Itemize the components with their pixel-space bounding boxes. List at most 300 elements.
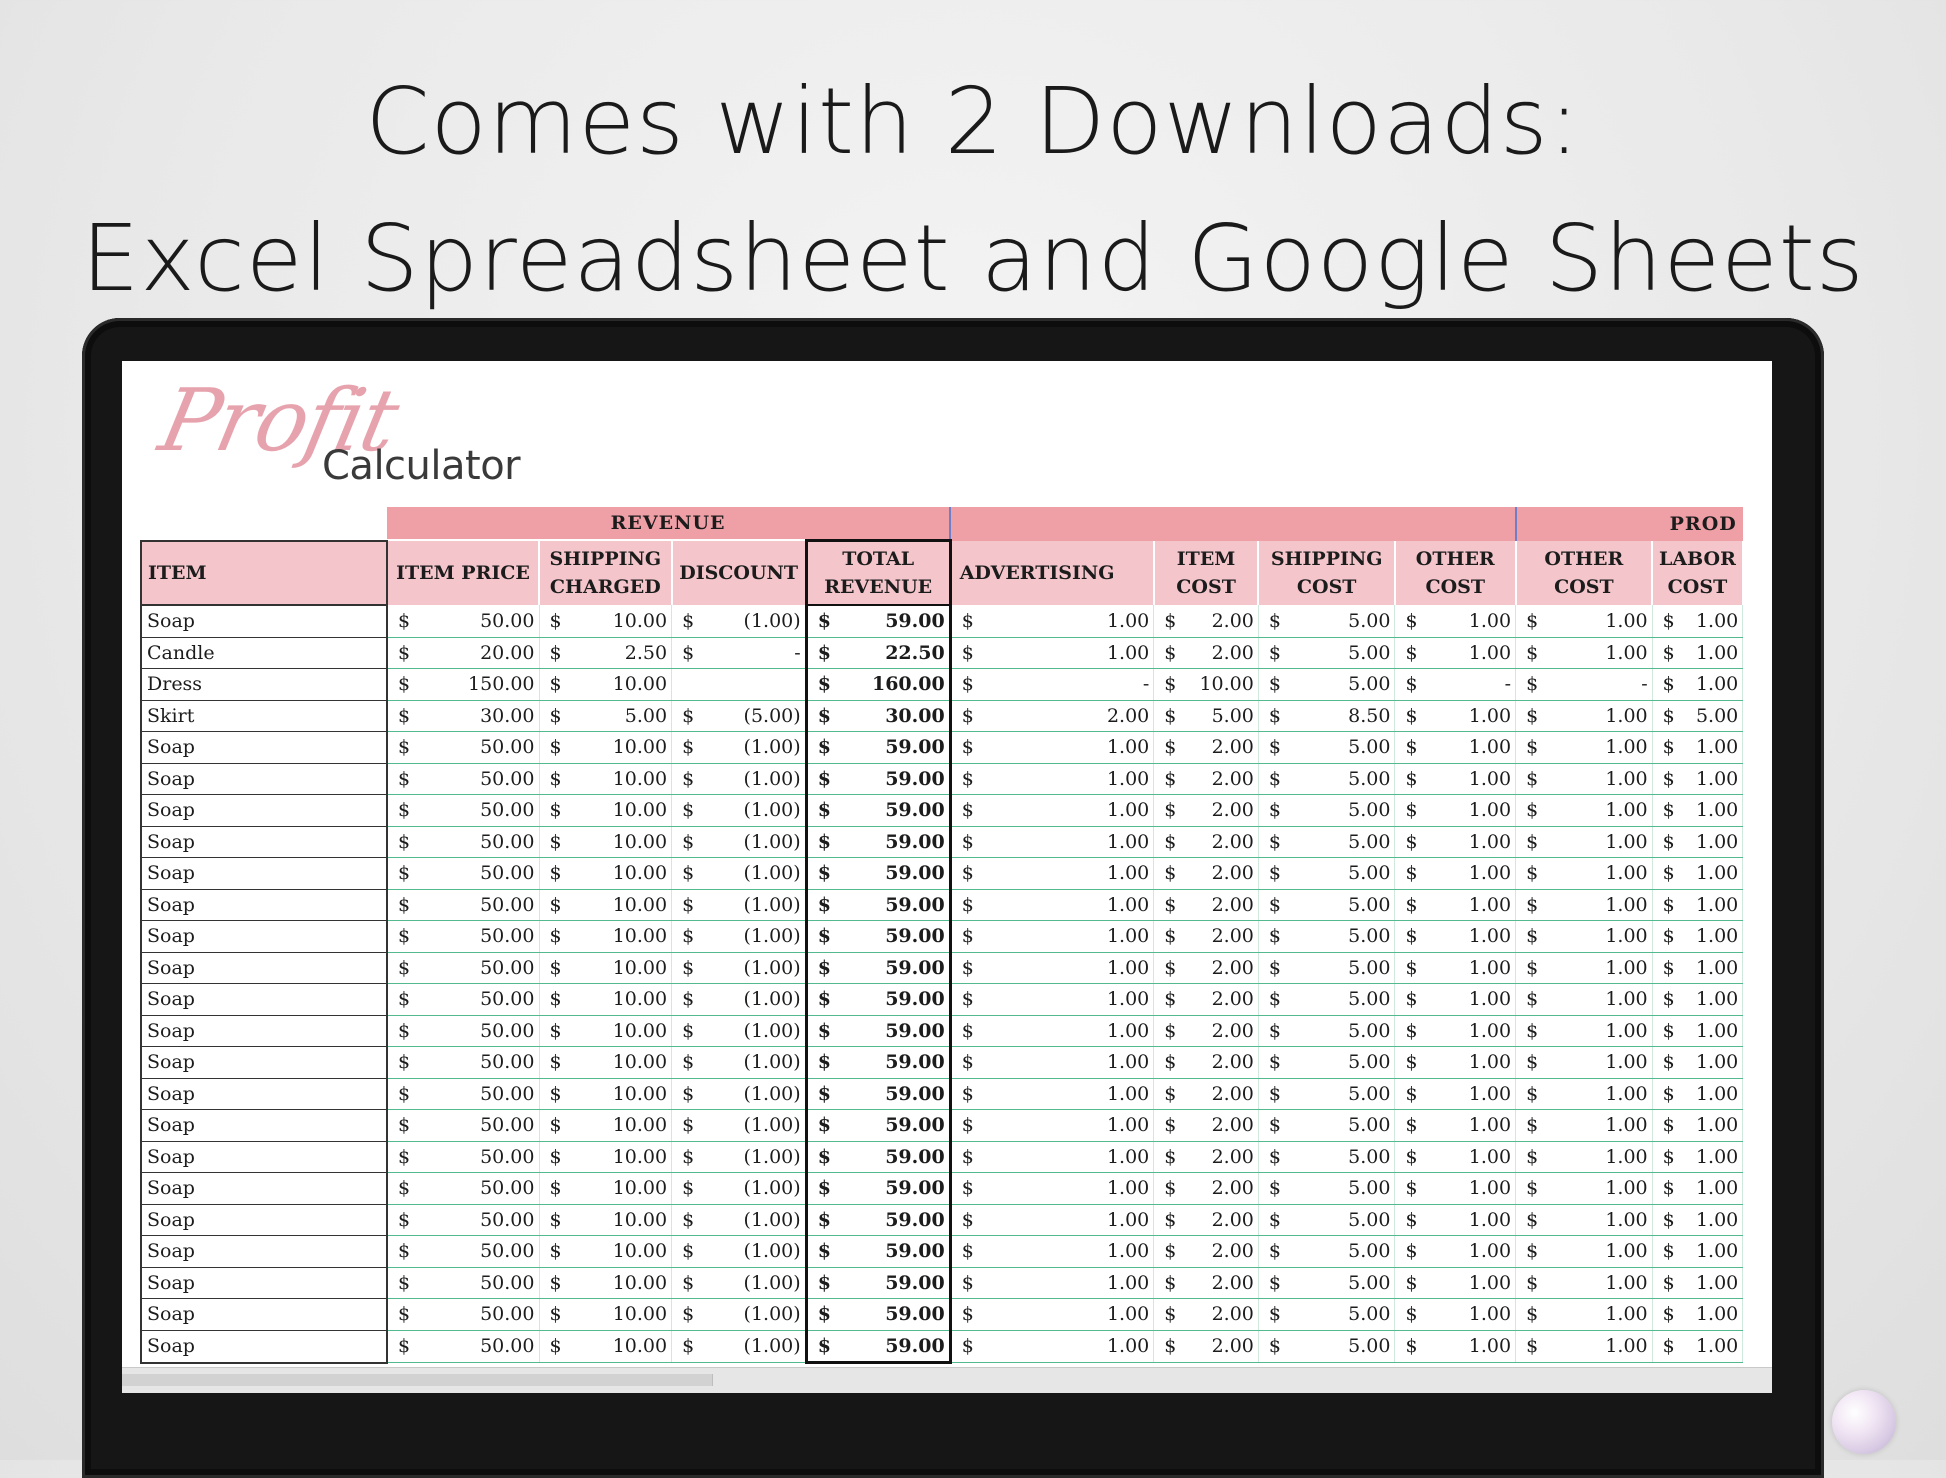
cell-item-price[interactable]: 50.00 [413,1110,539,1142]
cell-item[interactable]: Skirt [141,700,387,732]
cell-item[interactable]: Soap [141,1141,387,1173]
currency-symbol: $ [806,605,832,637]
cell-total-revenue[interactable]: 59.00 [832,1110,950,1142]
cell-total-revenue[interactable]: 59.00 [832,1047,950,1079]
cell-other-cost-2[interactable]: 1.00 [1538,1173,1652,1205]
cell-advertising[interactable]: 1.00 [974,732,1154,764]
currency-symbol: $ [1395,1047,1418,1079]
currency-symbol: $ [1395,1204,1418,1236]
col-advertising[interactable]: ADVERTISING [950,541,1154,606]
cell-other-cost-2[interactable]: 1.00 [1538,889,1652,921]
cell-other-cost-1[interactable]: 1.00 [1418,1078,1516,1110]
group-header-row [141,507,1743,541]
col-discount[interactable]: DISCOUNT [672,541,807,606]
cell-shipping-cost[interactable]: 5.00 [1281,1267,1395,1299]
cell-item-cost[interactable]: 2.00 [1176,1141,1258,1173]
cell-item-cost[interactable]: 2.00 [1176,921,1258,953]
cell-item-price[interactable]: 50.00 [413,605,539,637]
cell-other-cost-2[interactable]: 1.00 [1538,1047,1652,1079]
cell-other-cost-2[interactable]: 1.00 [1538,700,1652,732]
cell-shipping-charged[interactable]: 10.00 [562,763,672,795]
cell-advertising[interactable]: 1.00 [974,952,1154,984]
cell-shipping-cost[interactable]: 5.00 [1281,1173,1395,1205]
cell-item-cost[interactable]: 2.00 [1176,1299,1258,1331]
cell-shipping-charged[interactable]: 10.00 [562,1110,672,1142]
cell-item-price[interactable]: 50.00 [413,826,539,858]
cell-item-cost[interactable]: 10.00 [1176,669,1258,701]
cell-item[interactable]: Dress [141,669,387,701]
cell-other-cost-2[interactable]: 1.00 [1538,1299,1652,1331]
cell-discount[interactable]: (1.00) [694,826,806,858]
cell-advertising[interactable]: 2.00 [974,700,1154,732]
cell-total-revenue[interactable]: 59.00 [832,1330,950,1363]
cell-other-cost-2[interactable]: 1.00 [1538,637,1652,669]
cell-item-price[interactable]: 50.00 [413,1141,539,1173]
cell-other-cost-1[interactable]: 1.00 [1418,1110,1516,1142]
cell-item-price[interactable]: 30.00 [413,700,539,732]
cell-shipping-charged[interactable]: 10.00 [562,826,672,858]
cell-shipping-cost[interactable]: 5.00 [1281,605,1395,637]
cell-other-cost-1[interactable]: 1.00 [1418,1330,1516,1363]
cell-labor-cost[interactable]: 1.00 [1675,1173,1743,1205]
cell-item[interactable]: Soap [141,1173,387,1205]
table-row [141,858,1743,890]
cell-other-cost-2[interactable]: 1.00 [1538,952,1652,984]
cell-shipping-cost[interactable]: 5.00 [1281,1236,1395,1268]
cell-shipping-cost[interactable]: 5.00 [1281,1078,1395,1110]
cell-discount[interactable]: (1.00) [694,732,806,764]
cell-item-cost[interactable]: 2.00 [1176,889,1258,921]
cell-shipping-charged[interactable]: 10.00 [562,1236,672,1268]
cell-item[interactable]: Soap [141,952,387,984]
cell-item-cost[interactable]: 2.00 [1176,1078,1258,1110]
currency-symbol: $ [1154,1236,1177,1268]
currency-symbol: $ [1516,700,1539,732]
currency-symbol: $ [1652,669,1675,701]
cell-total-revenue[interactable]: 59.00 [832,795,950,827]
currency-symbol: $ [387,1078,413,1110]
cell-shipping-charged[interactable]: 10.00 [562,984,672,1016]
currency-symbol: $ [950,1015,974,1047]
cell-labor-cost[interactable]: 1.00 [1675,889,1743,921]
cell-item-price[interactable]: 50.00 [413,1267,539,1299]
cell-advertising[interactable]: 1.00 [974,1330,1154,1363]
col-item-price[interactable]: ITEM PRICE [387,541,539,606]
cell-item-cost[interactable]: 2.00 [1176,1110,1258,1142]
cell-discount[interactable]: (1.00) [694,1204,806,1236]
cell-item[interactable]: Soap [141,1047,387,1079]
currency-symbol: $ [387,795,413,827]
cell-item[interactable]: Soap [141,1236,387,1268]
cell-item-cost[interactable]: 2.00 [1176,732,1258,764]
cell-other-cost-1[interactable]: 1.00 [1418,700,1516,732]
cell-shipping-cost[interactable]: 5.00 [1281,763,1395,795]
cell-item[interactable]: Soap [141,1330,387,1363]
currency-symbol: $ [1652,921,1675,953]
currency-symbol: $ [1154,1047,1177,1079]
cell-shipping-charged[interactable]: 10.00 [562,1078,672,1110]
cell-discount[interactable]: (1.00) [694,605,806,637]
cell-labor-cost[interactable]: 1.00 [1675,605,1743,637]
cell-shipping-charged[interactable]: 10.00 [562,669,672,701]
cell-other-cost-1[interactable]: 1.00 [1418,1299,1516,1331]
cell-discount[interactable]: (1.00) [694,858,806,890]
cell-item[interactable]: Soap [141,1078,387,1110]
cell-shipping-charged[interactable]: 10.00 [562,1330,672,1363]
currency-symbol: $ [950,889,974,921]
cell-shipping-charged[interactable]: 2.50 [562,637,672,669]
cell-advertising[interactable]: 1.00 [974,605,1154,637]
cell-other-cost-2[interactable]: 1.00 [1538,605,1652,637]
cell-item-cost[interactable]: 2.00 [1176,1204,1258,1236]
cell-shipping-cost[interactable]: 5.00 [1281,826,1395,858]
cell-item-price[interactable]: 50.00 [413,1236,539,1268]
cell-item-price[interactable]: 50.00 [413,952,539,984]
cell-total-revenue[interactable]: 59.00 [832,889,950,921]
cell-shipping-cost[interactable]: 5.00 [1281,637,1395,669]
sheet-tab-strip[interactable] [122,1374,243,1386]
cell-total-revenue[interactable]: 160.00 [832,669,950,701]
cell-item[interactable]: Soap [141,1267,387,1299]
cell-item[interactable]: Soap [141,858,387,890]
cell-other-cost-1[interactable]: 1.00 [1418,795,1516,827]
cell-item-price[interactable]: 50.00 [413,1173,539,1205]
cell-discount[interactable]: (1.00) [694,921,806,953]
cell-discount[interactable] [694,669,806,701]
cell-total-revenue[interactable]: 59.00 [832,952,950,984]
cell-item-cost[interactable]: 2.00 [1176,952,1258,984]
cell-labor-cost[interactable]: 1.00 [1675,858,1743,890]
cell-discount[interactable]: (1.00) [694,1173,806,1205]
cell-other-cost-2[interactable]: 1.00 [1538,1267,1652,1299]
cell-discount[interactable]: (1.00) [694,1141,806,1173]
cell-labor-cost[interactable]: 1.00 [1675,1141,1743,1173]
cell-advertising[interactable]: 1.00 [974,1015,1154,1047]
cell-item-price[interactable]: 20.00 [413,637,539,669]
cell-other-cost-1[interactable]: 1.00 [1418,1141,1516,1173]
cell-other-cost-1[interactable]: 1.00 [1418,732,1516,764]
cell-shipping-cost[interactable]: 5.00 [1281,921,1395,953]
cell-other-cost-2[interactable]: 1.00 [1538,921,1652,953]
cell-other-cost-2[interactable]: 1.00 [1538,984,1652,1016]
cell-item-cost[interactable]: 2.00 [1176,1047,1258,1079]
cell-advertising[interactable]: 1.00 [974,858,1154,890]
cell-other-cost-1[interactable]: 1.00 [1418,858,1516,890]
cell-shipping-cost[interactable]: 5.00 [1281,952,1395,984]
cell-item-cost[interactable]: 2.00 [1176,637,1258,669]
cell-shipping-charged[interactable]: 10.00 [562,1141,672,1173]
cell-item-cost[interactable]: 2.00 [1176,763,1258,795]
cell-discount[interactable]: (1.00) [694,1330,806,1363]
cell-other-cost-1[interactable]: 1.00 [1418,763,1516,795]
cell-labor-cost[interactable]: 1.00 [1675,669,1743,701]
cell-other-cost-1[interactable]: 1.00 [1418,1236,1516,1268]
cell-shipping-charged[interactable]: 5.00 [562,700,672,732]
cell-other-cost-2[interactable]: 1.00 [1538,1330,1652,1363]
cell-shipping-cost[interactable]: 8.50 [1281,700,1395,732]
cell-shipping-cost[interactable]: 5.00 [1281,1047,1395,1079]
cell-labor-cost[interactable]: 1.00 [1675,1204,1743,1236]
cell-labor-cost[interactable]: 1.00 [1675,795,1743,827]
cell-item[interactable]: Soap [141,1110,387,1142]
currency-symbol: $ [1154,1110,1177,1142]
cell-advertising[interactable]: 1.00 [974,921,1154,953]
cell-other-cost-2[interactable]: - [1538,669,1652,701]
cell-total-revenue[interactable]: 22.50 [832,637,950,669]
cell-other-cost-1[interactable]: 1.00 [1418,952,1516,984]
cell-total-revenue[interactable]: 59.00 [832,732,950,764]
cell-advertising[interactable]: 1.00 [974,763,1154,795]
cell-other-cost-2[interactable]: 1.00 [1538,1204,1652,1236]
cell-advertising[interactable]: 1.00 [974,1141,1154,1173]
cell-labor-cost[interactable]: 1.00 [1675,826,1743,858]
cell-advertising[interactable]: 1.00 [974,984,1154,1016]
cell-total-revenue[interactable]: 30.00 [832,700,950,732]
cell-item-cost[interactable]: 2.00 [1176,826,1258,858]
cell-shipping-charged[interactable]: 10.00 [562,732,672,764]
cell-item-price[interactable]: 50.00 [413,889,539,921]
col-total-revenue[interactable]: TOTAL REVENUE [806,541,950,606]
cell-shipping-cost[interactable]: 5.00 [1281,1015,1395,1047]
cell-labor-cost[interactable]: 1.00 [1675,1015,1743,1047]
cell-total-revenue[interactable]: 59.00 [832,858,950,890]
sheet-tab-strip[interactable] [242,1374,473,1386]
cell-total-revenue[interactable]: 59.00 [832,1299,950,1331]
cell-labor-cost[interactable]: 1.00 [1675,1236,1743,1268]
cell-item-price[interactable]: 50.00 [413,1078,539,1110]
cell-item-price[interactable]: 50.00 [413,763,539,795]
cell-total-revenue[interactable]: 59.00 [832,1236,950,1268]
cell-advertising[interactable]: 1.00 [974,795,1154,827]
cell-other-cost-2[interactable]: 1.00 [1538,858,1652,890]
cell-shipping-cost[interactable]: 5.00 [1281,1141,1395,1173]
table-row [141,1110,1743,1142]
cell-shipping-charged[interactable]: 10.00 [562,889,672,921]
sheet-tab-strip[interactable] [472,1374,713,1386]
cell-discount[interactable]: (1.00) [694,952,806,984]
cell-other-cost-2[interactable]: 1.00 [1538,1141,1652,1173]
cell-shipping-cost[interactable]: 5.00 [1281,732,1395,764]
cell-item[interactable]: Soap [141,763,387,795]
cell-other-cost-1[interactable]: 1.00 [1418,605,1516,637]
cell-advertising[interactable]: 1.00 [974,1236,1154,1268]
cell-discount[interactable]: (5.00) [694,700,806,732]
currency-symbol: $ [387,1299,413,1331]
currency-symbol: $ [1258,1204,1281,1236]
cell-item-price[interactable]: 50.00 [413,795,539,827]
cell-discount[interactable]: (1.00) [694,763,806,795]
cell-other-cost-2[interactable]: 1.00 [1538,795,1652,827]
cell-item-cost[interactable]: 2.00 [1176,1267,1258,1299]
currency-symbol: $ [387,1267,413,1299]
cell-other-cost-1[interactable]: 1.00 [1418,889,1516,921]
cell-shipping-charged[interactable]: 10.00 [562,1204,672,1236]
cell-labor-cost[interactable]: 1.00 [1675,1078,1743,1110]
cell-advertising[interactable]: 1.00 [974,1110,1154,1142]
cell-total-revenue[interactable]: 59.00 [832,1173,950,1205]
cell-advertising[interactable]: 1.00 [974,1047,1154,1079]
cell-other-cost-1[interactable]: - [1418,669,1516,701]
cell-total-revenue[interactable]: 59.00 [832,921,950,953]
cell-item-price[interactable]: 50.00 [413,1047,539,1079]
cell-item-price[interactable]: 50.00 [413,921,539,953]
cell-other-cost-2[interactable]: 1.00 [1538,1015,1652,1047]
cell-shipping-cost[interactable]: 5.00 [1281,984,1395,1016]
cell-discount[interactable]: (1.00) [694,1078,806,1110]
cell-shipping-cost[interactable]: 5.00 [1281,1110,1395,1142]
cell-shipping-charged[interactable]: 10.00 [562,1015,672,1047]
cell-labor-cost[interactable]: 1.00 [1675,1267,1743,1299]
cell-item[interactable]: Soap [141,921,387,953]
cell-labor-cost[interactable]: 1.00 [1675,1299,1743,1331]
cell-item[interactable]: Soap [141,605,387,637]
col-other-cost-2[interactable]: OTHER COST [1516,541,1653,606]
cell-item[interactable]: Candle [141,637,387,669]
cell-labor-cost[interactable]: 1.00 [1675,763,1743,795]
cell-total-revenue[interactable]: 59.00 [832,1015,950,1047]
cell-advertising[interactable]: 1.00 [974,1299,1154,1331]
cell-shipping-cost[interactable]: 5.00 [1281,889,1395,921]
cell-shipping-cost[interactable]: 5.00 [1281,1204,1395,1236]
cell-discount[interactable]: (1.00) [694,795,806,827]
cell-labor-cost[interactable]: 1.00 [1675,952,1743,984]
cell-discount[interactable]: (1.00) [694,1047,806,1079]
cell-shipping-cost[interactable]: 5.00 [1281,1299,1395,1331]
cell-item-price[interactable]: 50.00 [413,858,539,890]
cell-item-cost[interactable]: 2.00 [1176,1236,1258,1268]
cell-labor-cost[interactable]: 1.00 [1675,1110,1743,1142]
cell-other-cost-2[interactable]: 1.00 [1538,1236,1652,1268]
cell-other-cost-1[interactable]: 1.00 [1418,1204,1516,1236]
cell-shipping-charged[interactable]: 10.00 [562,1267,672,1299]
cell-item-cost[interactable]: 2.00 [1176,795,1258,827]
cell-total-revenue[interactable]: 59.00 [832,1141,950,1173]
cell-other-cost-1[interactable]: 1.00 [1418,826,1516,858]
cell-item-cost[interactable]: 5.00 [1176,700,1258,732]
cell-item-cost[interactable]: 2.00 [1176,984,1258,1016]
cell-other-cost-2[interactable]: 1.00 [1538,732,1652,764]
cell-labor-cost[interactable]: 1.00 [1675,984,1743,1016]
cell-item-cost[interactable]: 2.00 [1176,858,1258,890]
cell-other-cost-1[interactable]: 1.00 [1418,1173,1516,1205]
cell-item[interactable]: Soap [141,889,387,921]
cell-shipping-charged[interactable]: 10.00 [562,1299,672,1331]
cell-labor-cost[interactable]: 1.00 [1675,1330,1743,1363]
cell-other-cost-2[interactable]: 1.00 [1538,763,1652,795]
cell-discount[interactable]: (1.00) [694,1110,806,1142]
cell-other-cost-1[interactable]: 1.00 [1418,921,1516,953]
cell-shipping-charged[interactable]: 10.00 [562,795,672,827]
cell-item[interactable]: Soap [141,732,387,764]
cell-labor-cost[interactable]: 1.00 [1675,637,1743,669]
cell-labor-cost[interactable]: 5.00 [1675,700,1743,732]
cell-item-price[interactable]: 50.00 [413,984,539,1016]
cell-total-revenue[interactable]: 59.00 [832,763,950,795]
cell-item[interactable]: Soap [141,1015,387,1047]
cell-item[interactable]: Soap [141,826,387,858]
col-item-cost[interactable]: ITEM COST [1154,541,1259,606]
col-shipping-cost[interactable]: SHIPPING COST [1258,541,1395,606]
cell-labor-cost[interactable]: 1.00 [1675,921,1743,953]
cell-discount[interactable]: (1.00) [694,1236,806,1268]
cell-item-price[interactable]: 50.00 [413,1330,539,1363]
cell-total-revenue[interactable]: 59.00 [832,984,950,1016]
cell-other-cost-2[interactable]: 1.00 [1538,826,1652,858]
cell-discount[interactable]: - [694,637,806,669]
cell-shipping-charged[interactable]: 10.00 [562,1047,672,1079]
cell-shipping-cost[interactable]: 5.00 [1281,795,1395,827]
cell-discount[interactable]: (1.00) [694,1267,806,1299]
cell-shipping-cost[interactable]: 5.00 [1281,1330,1395,1363]
cell-total-revenue[interactable]: 59.00 [832,1204,950,1236]
cell-discount[interactable]: (1.00) [694,984,806,1016]
cell-item[interactable]: Soap [141,984,387,1016]
cell-other-cost-1[interactable]: 1.00 [1418,1047,1516,1079]
cell-item[interactable]: Soap [141,1299,387,1331]
cell-discount[interactable]: (1.00) [694,889,806,921]
cell-other-cost-1[interactable]: 1.00 [1418,637,1516,669]
cell-advertising[interactable]: - [974,669,1154,701]
cell-shipping-charged[interactable]: 10.00 [562,605,672,637]
cell-other-cost-1[interactable]: 1.00 [1418,1015,1516,1047]
cell-other-cost-2[interactable]: 1.00 [1538,1110,1652,1142]
cell-item-cost[interactable]: 2.00 [1176,1173,1258,1205]
cell-advertising[interactable]: 1.00 [974,1078,1154,1110]
currency-symbol: $ [539,858,562,890]
cell-other-cost-2[interactable]: 1.00 [1538,1078,1652,1110]
cell-advertising[interactable]: 1.00 [974,1173,1154,1205]
cell-total-revenue[interactable]: 59.00 [832,605,950,637]
cell-item-price[interactable]: 150.00 [413,669,539,701]
cell-item-cost[interactable]: 2.00 [1176,1015,1258,1047]
cell-item-price[interactable]: 50.00 [413,1015,539,1047]
cell-shipping-charged[interactable]: 10.00 [562,952,672,984]
col-shipping-charged[interactable]: SHIPPING CHARGED [539,541,672,606]
cell-item[interactable]: Soap [141,1204,387,1236]
col-item[interactable]: ITEM [141,541,387,606]
cell-advertising[interactable]: 1.00 [974,1204,1154,1236]
cell-advertising[interactable]: 1.00 [974,889,1154,921]
cell-shipping-cost[interactable]: 5.00 [1281,858,1395,890]
cell-discount[interactable]: (1.00) [694,1015,806,1047]
cell-total-revenue[interactable]: 59.00 [832,1267,950,1299]
cell-item-cost[interactable]: 2.00 [1176,605,1258,637]
cell-item-price[interactable]: 50.00 [413,1299,539,1331]
cell-total-revenue[interactable]: 59.00 [832,1078,950,1110]
cell-item-price[interactable]: 50.00 [413,732,539,764]
cell-shipping-charged[interactable]: 10.00 [562,858,672,890]
cell-item[interactable]: Soap [141,795,387,827]
cell-discount[interactable]: (1.00) [694,1299,806,1331]
cell-shipping-cost[interactable]: 5.00 [1281,669,1395,701]
col-other-cost-1[interactable]: OTHER COST [1395,541,1516,606]
cell-shipping-charged[interactable]: 10.00 [562,921,672,953]
col-labor-cost[interactable]: LABOR COST [1652,541,1743,606]
cell-shipping-charged[interactable]: 10.00 [562,1173,672,1205]
cell-labor-cost[interactable]: 1.00 [1675,732,1743,764]
cell-item-price[interactable]: 50.00 [413,1204,539,1236]
currency-symbol: $ [1154,921,1177,953]
cell-total-revenue[interactable]: 59.00 [832,826,950,858]
cell-advertising[interactable]: 1.00 [974,637,1154,669]
currency-symbol: $ [387,1330,413,1363]
cell-labor-cost[interactable]: 1.00 [1675,1047,1743,1079]
cell-other-cost-1[interactable]: 1.00 [1418,1267,1516,1299]
cell-advertising[interactable]: 1.00 [974,1267,1154,1299]
cell-advertising[interactable]: 1.00 [974,826,1154,858]
cell-item-cost[interactable]: 2.00 [1176,1330,1258,1363]
cell-other-cost-1[interactable]: 1.00 [1418,984,1516,1016]
